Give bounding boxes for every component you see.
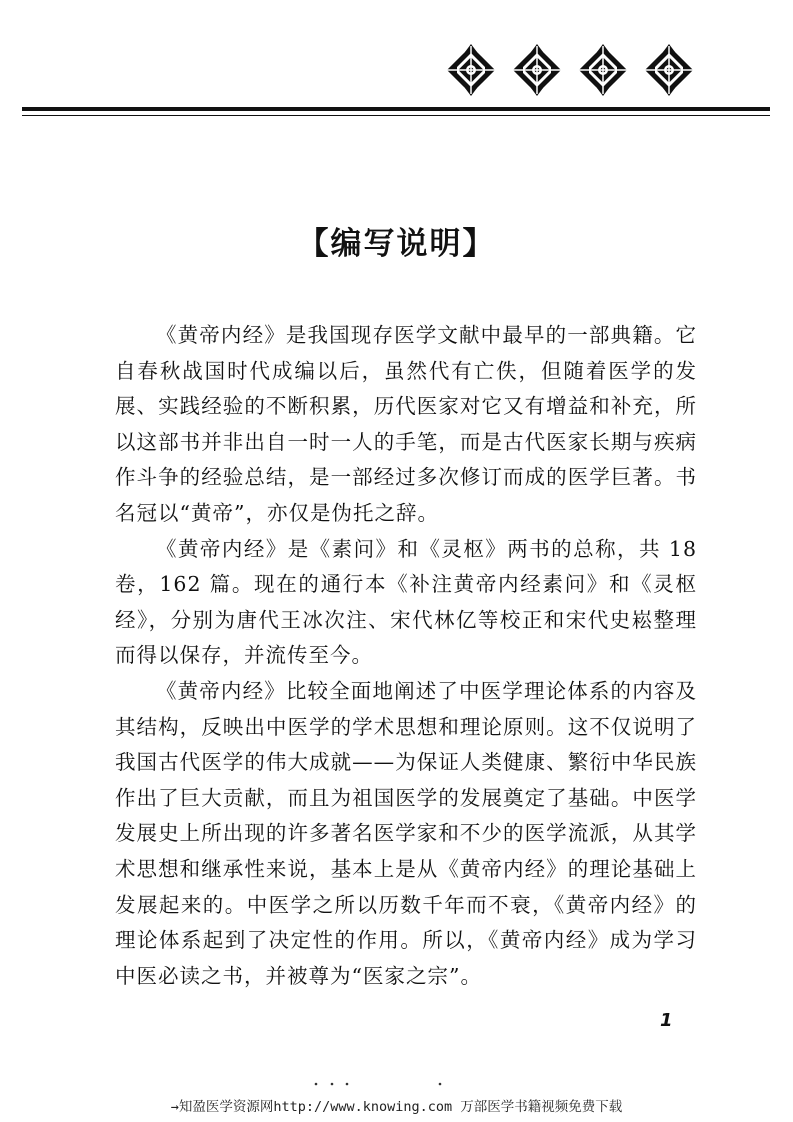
header-rule-thick: [22, 107, 770, 111]
header-ornament-row: [436, 43, 736, 97]
page-number: 1: [660, 1010, 673, 1031]
paragraph: 《黄帝内经》比较全面地阐述了中医学理论体系的内容及其结构，反映出中医学的学术思想和理论原则。这不仅说明了我国古代医学的伟大成就——为保证人类健康、繁衍中华民族作出了巨大贡献，而且为祖国医学的发展奠定了基础。中医学发展史上所出现的许多著名医学家和不少的医学流派，从其学术思想和继承性来说，基本上是从《黄帝内经》的理论基础上发展起来的。中医学之所以历数千年而不衰，《黄帝内经》的理论体系起到了决定性的作用。所以，《黄帝内经》成为学习中医必读之书，并被尊为“医家之宗”。: [115, 678, 697, 988]
header-rule-thin: [22, 115, 770, 116]
heading-title: 编写说明: [330, 226, 463, 262]
knot-ornament-icon: [645, 44, 693, 96]
heading-open-bracket: 【: [297, 226, 331, 262]
knot-ornament-icon: [579, 44, 627, 96]
knot-ornament-icon: [513, 44, 561, 96]
body-text: [115, 318, 697, 994]
paragraph: 《黄帝内经》是《素问》和《灵枢》两书的总称，共 18 卷，162 篇。现在的通行本《补注黄帝内经素问》和《灵枢经》，分别为唐代王冰次注、宋代林亿等校正和宋代史崧整理而得以保存，并流传至今。: [115, 536, 697, 668]
paragraph: 《黄帝内经》是我国现存医学文献中最早的一部典籍。它自春秋战国时代成编以后，虽然代有亡佚，但随着医学的发展、实践经验的不断积累，历代医家对它又有增益和补充，所以这部书并非出自一时一人的手笔，而是古代医家长期与疾病作斗争的经验总结，是一部经过多次修订而成的医学巨著。书名冠以“黄帝”，亦仅是伪托之辞。: [115, 323, 697, 525]
heading-close-bracket: 】: [462, 226, 496, 262]
scan-artifact-dots: [312, 1080, 462, 1088]
knot-ornament-icon: [447, 44, 495, 96]
section-heading: [0, 224, 793, 264]
footer-watermark: →知盈医学资源网http://www.knowing.com 万部医学书籍视频免费下载: [170, 1099, 623, 1115]
